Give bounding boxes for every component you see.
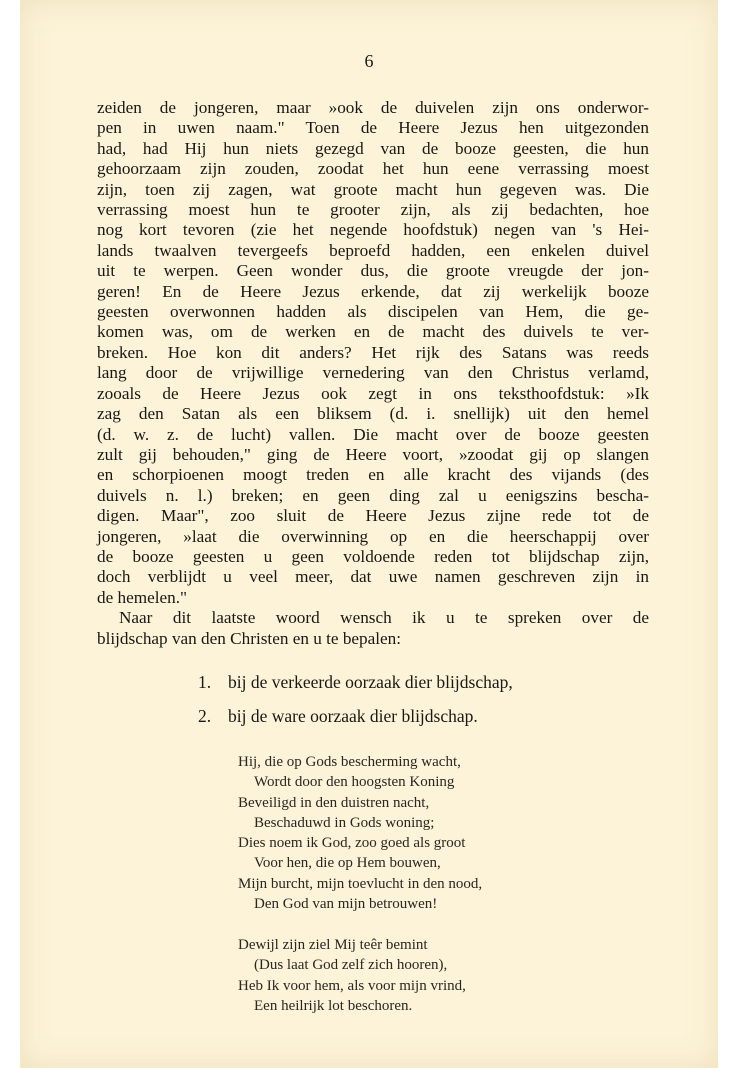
text-line: uit te werpen. Geen wonder dus, die groote vreugde der jon- — [97, 261, 649, 281]
poem-line: Wordt door den hoogsten Koning — [254, 774, 455, 791]
text-line: zult gij behouden," ging de Heere voort, »zoodat gij op slangen — [97, 444, 649, 464]
text-line: Naar dit laatste woord wensch ik u te spreken over de — [119, 608, 649, 628]
poem-stanza — [238, 752, 482, 914]
enumeration-item — [198, 672, 513, 693]
enumeration-number: 1. — [198, 672, 212, 692]
text-line: komen was, om de werken en de macht des duivels te ver- — [97, 322, 649, 342]
enumeration-text: bij de verkeerde oorzaak dier blijdschap, — [228, 672, 513, 692]
body-text — [97, 98, 649, 649]
text-line: de hemelen." — [97, 587, 188, 607]
poem-line: Hij, die op Gods bescherming wacht, — [238, 754, 461, 770]
text-line: doch verblijdt u veel meer, dat uwe namen geschreven zijn in — [97, 567, 649, 587]
enumeration-item — [198, 706, 478, 727]
text-line: zeiden de jongeren, maar »ook de duivelen zijn ons onderwor- — [97, 98, 649, 117]
text-line: zooals de Heere Jezus ook zegt in ons teksthoofdstuk: »Ik — [97, 383, 649, 403]
text-line: blijdschap van den Christen en u te bepalen: — [97, 628, 402, 648]
enumeration-number: 2. — [198, 706, 212, 726]
poem-line: Beveiligd in den duistren nacht, — [238, 794, 430, 811]
poem-line: Den God van mijn betrouwen! — [254, 896, 438, 913]
text-line: lang door de vrijwillige vernedering van den Christus verlamd, — [97, 363, 649, 383]
text-line: geren! En de Heere Jezus erkende, dat zij werkelijk booze — [97, 281, 649, 301]
text-line: de booze geesten u geen voldoende reden tot blijdschap zijn, — [97, 546, 649, 566]
text-line: pen in uwen naam." Toen de Heere Jezus hen uitgezonden — [97, 118, 649, 138]
poem-line: Mijn burcht, mijn toevlucht in den nood, — [238, 875, 483, 892]
text-line: had, had Hij hun niets gezegd van de booze geesten, die hun — [97, 138, 649, 158]
poem-line: Heb Ik voor hem, als voor mijn vrind, — [238, 977, 466, 994]
text-line: lands twaalven tevergeefs beproefd hadden, een enkelen duivel — [97, 240, 649, 260]
enumeration-text: bij de ware oorzaak dier blijdschap. — [228, 706, 478, 726]
poem-stanza — [238, 935, 466, 1016]
page-number: 6 — [364, 51, 374, 71]
poem-line: Dewijl zijn ziel Mij teêr bemint — [238, 937, 428, 953]
text-line: zijn, toen zij zagen, wat groote macht hun gegeven was. Die — [97, 179, 649, 199]
book-page — [20, 0, 718, 1068]
poem-line: Een heilrijk lot beschoren. — [254, 997, 413, 1014]
text-line: verrassing moest hun te grooter zijn, als zij bedachten, hoe — [97, 200, 649, 220]
text-line: jongeren, »laat die overwinning op en die heerschappij over — [97, 526, 649, 546]
text-line: gehoorzaam zijn zouden, zoodat het hun eene verrassing moest — [97, 159, 649, 179]
poem-line: Beschaduwd in Gods woning; — [254, 814, 435, 831]
text-line: en schorpioenen moogt treden en alle kracht des vijands (des — [97, 465, 649, 485]
text-line: duivels n. l.) breken; en geen ding zal u eenigszins bescha- — [97, 485, 649, 505]
text-line: (d. w. z. de lucht) vallen. Die macht over de booze geesten — [97, 424, 649, 444]
poem-line: Dies noem ik God, zoo goed als groot — [238, 835, 466, 852]
poem-line: (Dus laat God zelf zich hooren), — [254, 957, 448, 974]
text-line: zag den Satan als een bliksem (d. i. snellijk) uit den hemel — [97, 404, 649, 424]
text-line: breken. Hoe kon dit anders? Het rijk des Satans was reeds — [97, 342, 649, 362]
text-line: geesten overwonnen hadden als discipelen van Hem, die ge- — [97, 302, 649, 322]
text-line: digen. Maar", zoo sluit de Heere Jezus zijne rede tot de — [97, 506, 649, 526]
poem-line: Voor hen, die op Hem bouwen, — [254, 855, 441, 872]
text-line: nog kort tevoren (zie het negende hoofdstuk) negen van 's Hei- — [97, 220, 649, 240]
